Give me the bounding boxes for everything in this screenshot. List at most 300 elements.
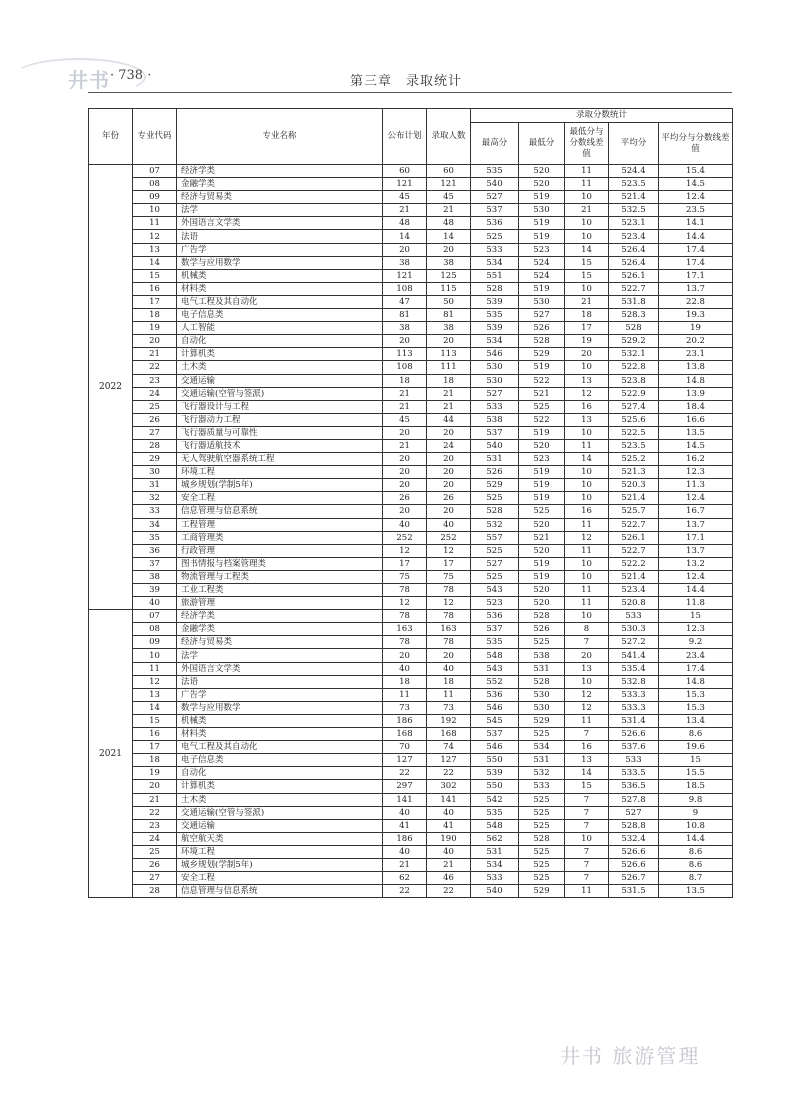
admitted-cell: 20 — [427, 649, 471, 662]
admitted-cell: 21 — [427, 204, 471, 217]
min-diff-cell: 20 — [565, 649, 609, 662]
avg-score-cell: 533 — [609, 610, 659, 623]
max-score-cell: 540 — [471, 885, 519, 898]
major-name-cell: 工业工程类 — [177, 584, 383, 597]
min-score-cell: 530 — [519, 701, 565, 714]
avg-diff-cell: 19.6 — [659, 741, 733, 754]
code-cell: 13 — [133, 243, 177, 256]
avg-diff-cell: 14.4 — [659, 584, 733, 597]
min-diff-cell: 7 — [565, 806, 609, 819]
major-name-cell: 法语 — [177, 675, 383, 688]
major-name-cell: 飞行器设计与工程 — [177, 400, 383, 413]
max-score-cell: 545 — [471, 714, 519, 727]
plan-cell: 70 — [383, 741, 427, 754]
min-diff-cell: 11 — [565, 597, 609, 610]
min-diff-cell: 14 — [565, 243, 609, 256]
avg-diff-cell: 20.2 — [659, 335, 733, 348]
code-cell: 09 — [133, 191, 177, 204]
avg-score-cell: 532.5 — [609, 204, 659, 217]
avg-score-cell: 522.5 — [609, 426, 659, 439]
min-diff-cell: 8 — [565, 623, 609, 636]
plan-cell: 21 — [383, 400, 427, 413]
avg-score-cell: 526.1 — [609, 269, 659, 282]
max-score-cell: 537 — [471, 204, 519, 217]
min-diff-cell: 7 — [565, 636, 609, 649]
admitted-cell: 18 — [427, 675, 471, 688]
min-diff-cell: 7 — [565, 845, 609, 858]
plan-cell: 40 — [383, 806, 427, 819]
code-cell: 38 — [133, 570, 177, 583]
avg-diff-cell: 12.3 — [659, 623, 733, 636]
min-score-cell: 533 — [519, 780, 565, 793]
plan-cell: 62 — [383, 872, 427, 885]
table-row — [89, 426, 733, 439]
avg-diff-cell: 12.4 — [659, 191, 733, 204]
min-diff-cell: 10 — [565, 492, 609, 505]
code-cell: 16 — [133, 282, 177, 295]
min-score-cell: 525 — [519, 872, 565, 885]
table-row — [89, 780, 733, 793]
major-name-cell: 材料类 — [177, 728, 383, 741]
major-name-cell: 无人驾驶航空器系统工程 — [177, 453, 383, 466]
plan-cell: 40 — [383, 662, 427, 675]
code-cell: 27 — [133, 426, 177, 439]
code-cell: 11 — [133, 662, 177, 675]
admission-table-wrapper — [88, 108, 732, 898]
avg-diff-cell: 14.4 — [659, 832, 733, 845]
major-name-cell: 法语 — [177, 230, 383, 243]
table-row — [89, 191, 733, 204]
major-name-cell: 电子信息类 — [177, 754, 383, 767]
major-name-cell: 物流管理与工程类 — [177, 570, 383, 583]
min-diff-cell: 11 — [565, 439, 609, 452]
min-diff-cell: 15 — [565, 269, 609, 282]
code-cell: 32 — [133, 492, 177, 505]
table-row — [89, 819, 733, 832]
plan-cell: 252 — [383, 531, 427, 544]
avg-score-cell: 523.5 — [609, 178, 659, 191]
code-cell: 29 — [133, 453, 177, 466]
max-score-cell: 537 — [471, 623, 519, 636]
min-diff-cell: 10 — [565, 610, 609, 623]
min-score-cell: 522 — [519, 374, 565, 387]
min-diff-cell: 11 — [565, 885, 609, 898]
table-row — [89, 282, 733, 295]
code-cell: 11 — [133, 217, 177, 230]
avg-diff-cell: 17.4 — [659, 662, 733, 675]
table-row — [89, 832, 733, 845]
avg-score-cell: 521.4 — [609, 570, 659, 583]
min-diff-cell: 16 — [565, 741, 609, 754]
avg-diff-cell: 18.4 — [659, 400, 733, 413]
min-score-cell: 528 — [519, 610, 565, 623]
max-score-cell: 540 — [471, 439, 519, 452]
plan-cell: 21 — [383, 439, 427, 452]
min-diff-cell: 10 — [565, 675, 609, 688]
avg-diff-cell: 17.1 — [659, 269, 733, 282]
plan-cell: 20 — [383, 505, 427, 518]
max-score-cell: 529 — [471, 479, 519, 492]
code-cell: 22 — [133, 361, 177, 374]
avg-score-cell: 521.3 — [609, 466, 659, 479]
admitted-cell: 26 — [427, 492, 471, 505]
table-row — [89, 531, 733, 544]
major-name-cell: 土木类 — [177, 793, 383, 806]
admitted-cell: 21 — [427, 387, 471, 400]
max-score-cell: 534 — [471, 858, 519, 871]
admitted-cell: 115 — [427, 282, 471, 295]
avg-score-cell: 526.7 — [609, 872, 659, 885]
bottom-watermark: 井书 旅游管理 — [560, 1044, 701, 1068]
major-name-cell: 机械类 — [177, 269, 383, 282]
major-name-cell: 法学 — [177, 649, 383, 662]
min-diff-cell: 11 — [565, 584, 609, 597]
plan-cell: 22 — [383, 885, 427, 898]
avg-diff-cell: 16.6 — [659, 413, 733, 426]
min-score-cell: 519 — [519, 570, 565, 583]
code-cell: 17 — [133, 741, 177, 754]
table-row — [89, 675, 733, 688]
avg-score-cell: 531.4 — [609, 714, 659, 727]
max-score-cell: 546 — [471, 741, 519, 754]
min-diff-cell: 11 — [565, 165, 609, 178]
table-row — [89, 885, 733, 898]
avg-score-cell: 525.6 — [609, 413, 659, 426]
admitted-cell: 12 — [427, 597, 471, 610]
min-score-cell: 523 — [519, 453, 565, 466]
admitted-cell: 113 — [427, 348, 471, 361]
avg-diff-cell: 13.7 — [659, 518, 733, 531]
min-score-cell: 529 — [519, 348, 565, 361]
table-row — [89, 269, 733, 282]
admitted-cell: 38 — [427, 322, 471, 335]
avg-diff-cell: 14.4 — [659, 230, 733, 243]
plan-cell: 121 — [383, 178, 427, 191]
min-score-cell: 530 — [519, 295, 565, 308]
code-cell: 26 — [133, 413, 177, 426]
min-diff-cell: 17 — [565, 322, 609, 335]
avg-diff-cell: 13.9 — [659, 387, 733, 400]
avg-diff-cell: 12.3 — [659, 466, 733, 479]
chapter-title: 第三章 录取统计 — [350, 74, 463, 89]
admitted-cell: 60 — [427, 165, 471, 178]
table-row — [89, 256, 733, 269]
code-cell: 21 — [133, 348, 177, 361]
min-score-cell: 519 — [519, 191, 565, 204]
min-score-cell: 530 — [519, 688, 565, 701]
min-score-cell: 520 — [519, 165, 565, 178]
min-score-cell: 520 — [519, 439, 565, 452]
avg-diff-cell: 16.7 — [659, 505, 733, 518]
avg-score-cell: 526.6 — [609, 858, 659, 871]
major-name-cell: 经济与贸易类 — [177, 191, 383, 204]
major-name-cell: 电气工程及其自动化 — [177, 741, 383, 754]
code-cell: 10 — [133, 649, 177, 662]
plan-cell: 75 — [383, 570, 427, 583]
min-diff-cell: 12 — [565, 531, 609, 544]
col-max: 最高分 — [471, 123, 519, 165]
major-name-cell: 数学与应用数学 — [177, 701, 383, 714]
table-row — [89, 610, 733, 623]
plan-cell: 186 — [383, 714, 427, 727]
max-score-cell: 552 — [471, 675, 519, 688]
avg-diff-cell: 9.2 — [659, 636, 733, 649]
max-score-cell: 530 — [471, 374, 519, 387]
min-score-cell: 525 — [519, 400, 565, 413]
min-diff-cell: 16 — [565, 505, 609, 518]
min-diff-cell: 11 — [565, 544, 609, 557]
min-diff-cell: 21 — [565, 204, 609, 217]
code-cell: 08 — [133, 623, 177, 636]
plan-cell: 20 — [383, 453, 427, 466]
avg-score-cell: 527.2 — [609, 636, 659, 649]
plan-cell: 17 — [383, 557, 427, 570]
avg-score-cell: 533.3 — [609, 688, 659, 701]
major-name-cell: 广告学 — [177, 688, 383, 701]
major-name-cell: 经济学类 — [177, 610, 383, 623]
admitted-cell: 168 — [427, 728, 471, 741]
max-score-cell: 533 — [471, 243, 519, 256]
code-cell: 16 — [133, 728, 177, 741]
admitted-cell: 74 — [427, 741, 471, 754]
max-score-cell: 543 — [471, 662, 519, 675]
min-score-cell: 524 — [519, 269, 565, 282]
plan-cell: 127 — [383, 754, 427, 767]
avg-score-cell: 528.8 — [609, 819, 659, 832]
min-score-cell: 519 — [519, 230, 565, 243]
avg-score-cell: 527.8 — [609, 793, 659, 806]
admitted-cell: 20 — [427, 243, 471, 256]
min-score-cell: 519 — [519, 361, 565, 374]
code-cell: 19 — [133, 322, 177, 335]
table-row — [89, 728, 733, 741]
avg-score-cell: 523.5 — [609, 439, 659, 452]
min-diff-cell: 15 — [565, 256, 609, 269]
plan-cell: 20 — [383, 466, 427, 479]
min-score-cell: 519 — [519, 557, 565, 570]
admitted-cell: 44 — [427, 413, 471, 426]
table-row — [89, 322, 733, 335]
avg-score-cell: 533.3 — [609, 701, 659, 714]
major-name-cell: 交通运输(空管与签派) — [177, 387, 383, 400]
avg-diff-cell: 14.5 — [659, 178, 733, 191]
plan-cell: 108 — [383, 361, 427, 374]
code-cell: 28 — [133, 439, 177, 452]
plan-cell: 22 — [383, 767, 427, 780]
avg-diff-cell: 22.8 — [659, 295, 733, 308]
plan-cell: 297 — [383, 780, 427, 793]
min-score-cell: 525 — [519, 793, 565, 806]
min-diff-cell: 7 — [565, 858, 609, 871]
major-name-cell: 材料类 — [177, 282, 383, 295]
min-diff-cell: 10 — [565, 361, 609, 374]
table-row — [89, 217, 733, 230]
major-name-cell: 交通运输 — [177, 374, 383, 387]
plan-cell: 73 — [383, 701, 427, 714]
avg-diff-cell: 12.4 — [659, 492, 733, 505]
min-diff-cell: 10 — [565, 230, 609, 243]
avg-score-cell: 523.8 — [609, 374, 659, 387]
avg-score-cell: 522.7 — [609, 518, 659, 531]
major-name-cell: 行政管理 — [177, 544, 383, 557]
max-score-cell: 533 — [471, 400, 519, 413]
code-cell: 35 — [133, 531, 177, 544]
plan-cell: 18 — [383, 675, 427, 688]
avg-score-cell: 522.7 — [609, 282, 659, 295]
min-diff-cell: 7 — [565, 728, 609, 741]
table-row — [89, 570, 733, 583]
max-score-cell: 533 — [471, 872, 519, 885]
admitted-cell: 20 — [427, 426, 471, 439]
col-avg: 平均分 — [609, 123, 659, 165]
avg-diff-cell: 15.5 — [659, 767, 733, 780]
table-row — [89, 649, 733, 662]
max-score-cell: 540 — [471, 178, 519, 191]
min-score-cell: 525 — [519, 505, 565, 518]
table-row — [89, 597, 733, 610]
avg-score-cell: 526.4 — [609, 256, 659, 269]
plan-cell: 81 — [383, 309, 427, 322]
table-row — [89, 400, 733, 413]
table-row — [89, 688, 733, 701]
avg-diff-cell: 19.3 — [659, 309, 733, 322]
plan-cell: 113 — [383, 348, 427, 361]
admitted-cell: 81 — [427, 309, 471, 322]
avg-diff-cell: 8.6 — [659, 858, 733, 871]
page-number: · 738 · — [110, 68, 152, 83]
admitted-cell: 38 — [427, 256, 471, 269]
max-score-cell: 537 — [471, 728, 519, 741]
table-row — [89, 544, 733, 557]
avg-diff-cell: 13.5 — [659, 426, 733, 439]
code-cell: 09 — [133, 636, 177, 649]
code-cell: 12 — [133, 675, 177, 688]
code-cell: 36 — [133, 544, 177, 557]
min-score-cell: 529 — [519, 885, 565, 898]
plan-cell: 18 — [383, 374, 427, 387]
min-diff-cell: 10 — [565, 282, 609, 295]
col-score-group: 录取分数统计 — [471, 109, 733, 123]
code-cell: 12 — [133, 230, 177, 243]
major-name-cell: 环境工程 — [177, 845, 383, 858]
min-diff-cell: 21 — [565, 295, 609, 308]
max-score-cell: 523 — [471, 597, 519, 610]
avg-diff-cell: 11.3 — [659, 479, 733, 492]
col-avg-diff: 平均分与分数线差值 — [659, 123, 733, 165]
major-name-cell: 金融学类 — [177, 178, 383, 191]
admitted-cell: 20 — [427, 335, 471, 348]
min-diff-cell: 20 — [565, 348, 609, 361]
max-score-cell: 535 — [471, 636, 519, 649]
min-diff-cell: 14 — [565, 767, 609, 780]
min-score-cell: 534 — [519, 741, 565, 754]
min-score-cell: 520 — [519, 544, 565, 557]
avg-score-cell: 527 — [609, 806, 659, 819]
admitted-cell: 20 — [427, 466, 471, 479]
plan-cell: 14 — [383, 230, 427, 243]
min-diff-cell: 13 — [565, 662, 609, 675]
max-score-cell: 536 — [471, 688, 519, 701]
plan-cell: 38 — [383, 322, 427, 335]
min-score-cell: 522 — [519, 413, 565, 426]
avg-score-cell: 528.3 — [609, 309, 659, 322]
min-diff-cell: 10 — [565, 557, 609, 570]
code-cell: 17 — [133, 295, 177, 308]
table-row — [89, 479, 733, 492]
min-score-cell: 521 — [519, 531, 565, 544]
max-score-cell: 531 — [471, 845, 519, 858]
major-name-cell: 电气工程及其自动化 — [177, 295, 383, 308]
max-score-cell: 534 — [471, 335, 519, 348]
plan-cell: 21 — [383, 858, 427, 871]
min-diff-cell: 10 — [565, 832, 609, 845]
admitted-cell: 40 — [427, 662, 471, 675]
min-score-cell: 525 — [519, 845, 565, 858]
major-name-cell: 信息管理与信息系统 — [177, 505, 383, 518]
avg-diff-cell: 19 — [659, 322, 733, 335]
admission-score-table — [88, 108, 733, 898]
max-score-cell: 536 — [471, 610, 519, 623]
admitted-cell: 302 — [427, 780, 471, 793]
code-cell: 15 — [133, 269, 177, 282]
table-row — [89, 505, 733, 518]
table-row — [89, 858, 733, 871]
major-name-cell: 飞行器动力工程 — [177, 413, 383, 426]
avg-diff-cell: 13.8 — [659, 361, 733, 374]
admitted-cell: 252 — [427, 531, 471, 544]
plan-cell: 20 — [383, 243, 427, 256]
code-cell: 14 — [133, 256, 177, 269]
min-score-cell: 519 — [519, 282, 565, 295]
admitted-cell: 78 — [427, 610, 471, 623]
avg-score-cell: 524.4 — [609, 165, 659, 178]
avg-diff-cell: 14.5 — [659, 439, 733, 452]
col-plan: 公布计划 — [383, 109, 427, 165]
min-diff-cell: 12 — [565, 701, 609, 714]
min-diff-cell: 10 — [565, 570, 609, 583]
max-score-cell: 539 — [471, 295, 519, 308]
table-row — [89, 361, 733, 374]
avg-score-cell: 531.8 — [609, 295, 659, 308]
max-score-cell: 543 — [471, 584, 519, 597]
min-diff-cell: 10 — [565, 217, 609, 230]
min-score-cell: 524 — [519, 256, 565, 269]
avg-diff-cell: 14.1 — [659, 217, 733, 230]
avg-score-cell: 535.4 — [609, 662, 659, 675]
avg-score-cell: 523.1 — [609, 217, 659, 230]
admitted-cell: 22 — [427, 885, 471, 898]
plan-cell: 60 — [383, 165, 427, 178]
max-score-cell: 528 — [471, 505, 519, 518]
plan-cell: 41 — [383, 819, 427, 832]
code-cell: 08 — [133, 178, 177, 191]
major-name-cell: 计算机类 — [177, 780, 383, 793]
min-diff-cell: 12 — [565, 387, 609, 400]
avg-diff-cell: 8.7 — [659, 872, 733, 885]
plan-cell: 48 — [383, 217, 427, 230]
avg-diff-cell: 14.8 — [659, 675, 733, 688]
col-code: 专业代码 — [133, 109, 177, 165]
table-row — [89, 557, 733, 570]
min-score-cell: 528 — [519, 832, 565, 845]
col-year: 年份 — [89, 109, 133, 165]
avg-diff-cell: 14.8 — [659, 374, 733, 387]
max-score-cell: 537 — [471, 426, 519, 439]
min-score-cell: 531 — [519, 754, 565, 767]
avg-score-cell: 522.2 — [609, 557, 659, 570]
major-name-cell: 航空航天类 — [177, 832, 383, 845]
max-score-cell: 548 — [471, 649, 519, 662]
